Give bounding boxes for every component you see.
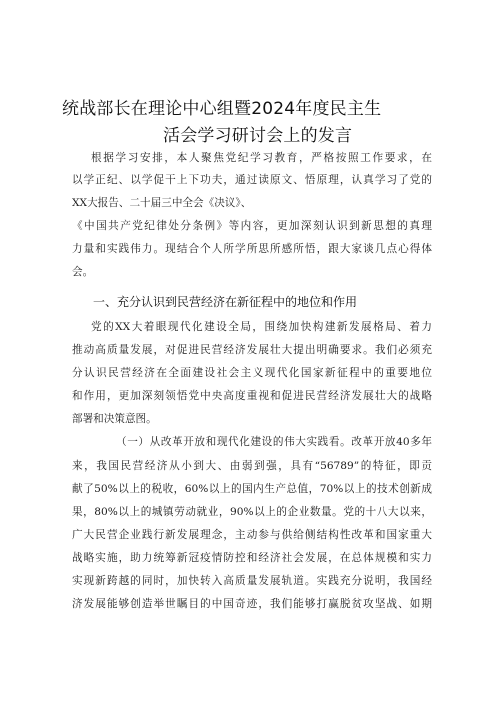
paragraph-1-line: 会。 [72,266,94,278]
paragraph-3-line: 果，80%以上的城镇劳动就业，90%以上的企业数量。党的十八大以来， [72,506,432,518]
paragraph-2-line: 推动高质量发展，对促进民营经济发展壮大提出明确要求。我们必须充 [72,344,432,356]
paragraph-2-line: 部署和决策意图。 [72,413,157,425]
paragraph-1-line: XX大报告、二十届三中全会《决议》、 [72,197,252,209]
paragraph-3-line: 广大民营企业践行新发展理念，主动参与供给侧结构性改革和国家重大 [72,529,432,541]
document-title-line-1: 统战部长在理论中心组暨2024年度民主生 [62,99,382,119]
document-title-line-2: 活会学习研讨会上的发言 [163,126,353,146]
paragraph-2-line: 分认识民营经济在全面建设社会主义现代化国家新征程中的重要地位 [72,367,432,379]
paragraph-2-line: 和作用，更加深刻领悟党中央高度重视和促进民营经济发展壮大的战略 [72,390,432,402]
paragraph-3-line: 济发展能够创造举世瞩目的中国奇迹，我们能够打赢脱贫攻坚战、如期 [72,598,432,610]
paragraph-3-line: 来，我国民营经济从小到大、由弱到强，具有“56789”的特征，即贡 [72,460,432,472]
paragraph-3-line: 献了50%以上的税收，60%以上的国内生产总值，70%以上的技术创新成 [72,483,432,495]
paragraph-2-line: 党的XX大着眼现代化建设全局，围绕加快构建新发展格局、着力 [91,321,432,333]
paragraph-1-line: 以学正纪、以学促干上下功夫，通过读原文、悟原理，认真学习了党的 [72,174,432,186]
paragraph-3-line: （一）从改革开放和现代化建设的伟大实践看。改革开放40多年 [116,436,432,448]
paragraph-1-line: 《中国共产党纪律处分条例》等内容，更加深刻认识到新思想的真理 [72,220,432,232]
paragraph-1-line: 力量和实践伟力。现结合个人所学所思所感所悟，跟大家谈几点心得体 [72,243,432,255]
paragraph-3-line: 实现新跨越的同时，加快转入高质量发展轨道。实践充分说明，我国经 [72,575,432,587]
section-heading-1: 一、充分认识到民营经济在新征程中的地位和作用 [93,295,358,309]
paragraph-1-line: 根据学习安排，本人聚焦党纪学习教育，严格按照工作要求，在 [91,152,432,164]
paragraph-3-line: 战略实施，助力统筹新冠疫情防控和经济社会发展，在总体规模和实力 [72,552,432,564]
